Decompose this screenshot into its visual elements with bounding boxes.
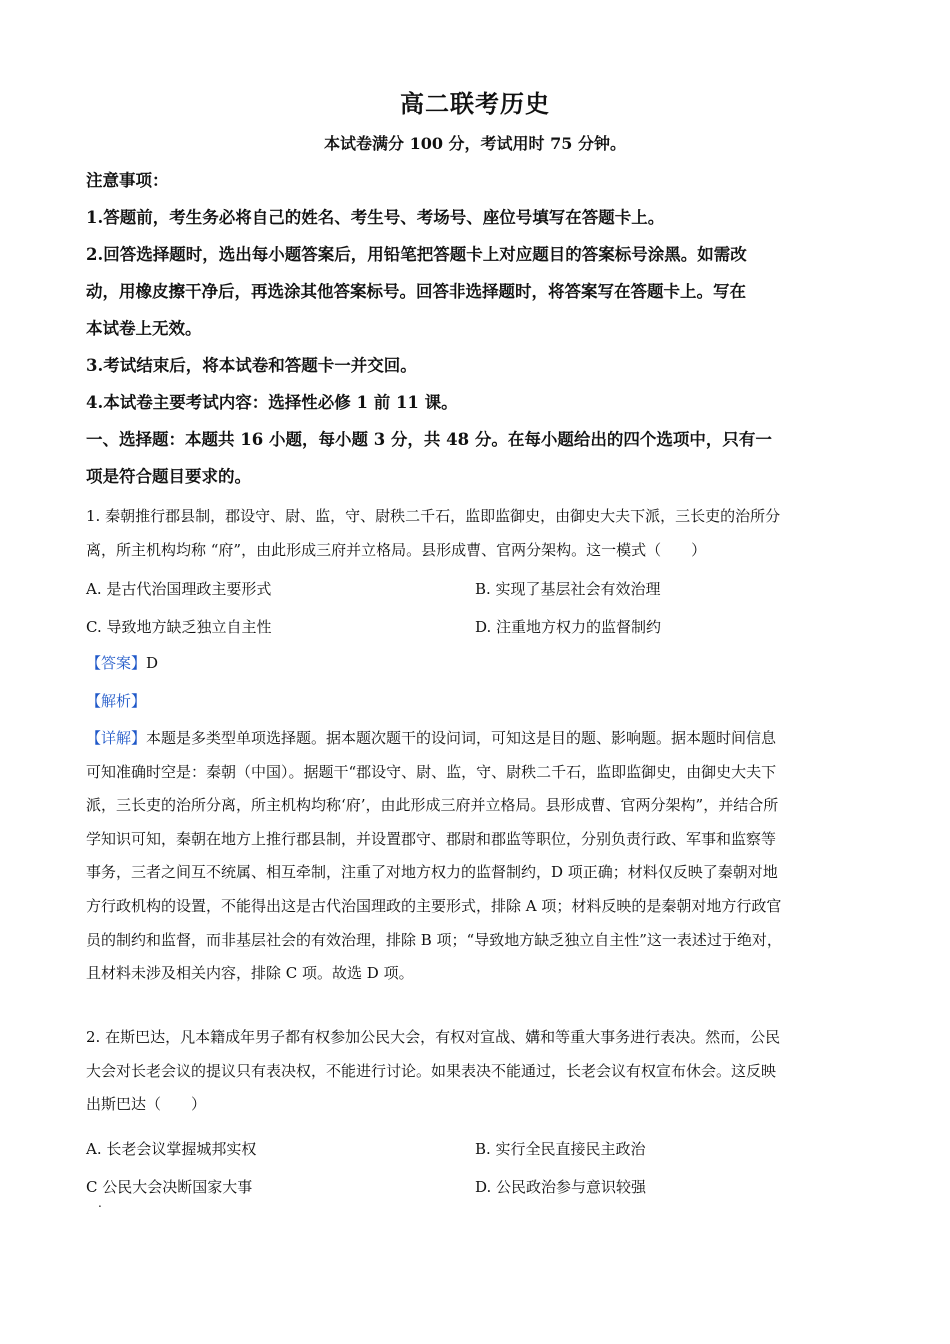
- detail-line-7: 员的制约和监督，而非基层社会的有效治理，排除 B 项；“导致地方缺乏独立自主性”这一表述过于绝对，: [86, 930, 782, 949]
- detail-line-5: 事务，三者之间互不统属、相互牵制，注重了对地方权力的监督制约，D 项正确；材料仅反映了秦朝对地: [86, 863, 778, 882]
- question-2-options-row-1: [86, 1138, 866, 1162]
- section-1-heading-line-1: 一、选择题：本题共 16 小题，每小题 3 分，共 48 分。在每小题给出的四个选项中，只有一: [86, 430, 772, 449]
- question-1-option-d: D. 注重地方权力的监督制约: [475, 618, 662, 636]
- notice-item-3: 3.考试结束后，将本试卷和答题卡一并交回。: [86, 356, 417, 375]
- question-2-line-1: 2. 在斯巴达，凡本籍成年男子都有权参加公民大会，有权对宣战、媾和等重大事务进行表决。然而，公民: [86, 1028, 781, 1046]
- detail-line-8: 且材料未涉及相关内容，排除 C 项。故选 D 项。: [86, 964, 414, 983]
- question-1-option-b: B. 实现了基层社会有效治理: [475, 580, 661, 598]
- page-subtitle: 本试卷满分 100 分，考试用时 75 分钟。: [324, 134, 626, 153]
- notice-item-2-line-1: 2.回答选择题时，选出每小题答案后，用铅笔把答题卡上对应题目的答案标号涂黑。如需改: [86, 245, 747, 264]
- answer-tag: 【答案】: [86, 654, 147, 672]
- question-2-line-3: 出斯巴达（ ）: [86, 1095, 207, 1114]
- question-1-stem: [86, 500, 864, 567]
- notice-item-2-line-3: 本试卷上无效。: [86, 319, 202, 338]
- notice-block: [86, 162, 866, 495]
- question-1-detail: [86, 722, 864, 991]
- notice-item-2-line-2: 动，用橡皮擦干净后，再选涂其他答案标号。回答非选择题时，将答案写在答题卡上。写在: [86, 282, 746, 301]
- question-2-stem: [86, 1021, 864, 1122]
- detail-line-1: 【详解】本题是多类型单项选择题。据本题次题干的设问词，可知这是目的题、影响题。据本题时间信息: [86, 729, 777, 747]
- question-1-option-a: A. 是古代治国理政主要形式: [86, 580, 272, 598]
- question-2-option-c: C 公民大会决断国家大事: [86, 1178, 253, 1196]
- question-1-line-1: 1. 秦朝推行郡县制，郡设守、尉、监，守、尉秩二千石，监即监御史，由御史大夫下派，三长吏的治所分: [86, 507, 781, 525]
- notice-heading: 注意事项：: [86, 171, 169, 190]
- question-1-analysis-heading: [86, 690, 866, 714]
- question-1-options-row-1: [86, 578, 866, 602]
- detail-line-2: 可知准确时空是：秦朝（中国）。据题干“郡设守、尉、监，守、尉秩二千石，监即监御史，由御史大夫下: [86, 762, 777, 781]
- analysis-tag: 【解析】: [86, 692, 147, 710]
- section-1-heading-line-2: 项是符合题目要求的。: [86, 467, 251, 486]
- question-1-options-row-2: [86, 616, 866, 640]
- page-title: 高二联考历史: [400, 89, 550, 118]
- question-1-line-2: 离，所主机构均称 “府”，由此形成三府并立格局。县形成曹、官两分架构。这一模式（ ）: [86, 540, 707, 559]
- notice-item-4: 4.本试卷主要考试内容：选择性必修 1 前 11 课。: [86, 393, 458, 412]
- question-2-option-b: B. 实行全民直接民主政治: [475, 1140, 646, 1158]
- detail-line-6: 方行政机构的设置，不能得出这是古代治国理政的主要形式，排除 A 项；材料反映的是秦朝对地方行政官: [86, 896, 782, 915]
- answer-value: D: [146, 654, 159, 672]
- detail-tag: 【详解】: [86, 729, 147, 747]
- question-2-option-d: D. 公民政治参与意识较强: [475, 1178, 647, 1196]
- notice-item-1: 1.答题前，考生务必将自己的姓名、考生号、考场号、座位号填写在答题卡上。: [86, 208, 665, 227]
- detail-line-4: 学知识可知，秦朝在地方上推行郡县制，并设置郡守、郡尉和郡监等职位，分别负责行政、军事和监察等: [86, 829, 777, 848]
- question-2-line-2: 大会对长老会议的提议只有表决权，不能进行讨论。如果表决不能通过，长老会议有权宣布休会。这反映: [86, 1061, 777, 1080]
- question-2-option-a: A. 长老会议掌握城邦实权: [86, 1140, 257, 1158]
- stray-mark: .: [98, 1196, 102, 1210]
- question-2-options-row-2: [86, 1176, 866, 1200]
- question-1-answer: [86, 652, 866, 676]
- detail-line-3: 派，三长吏的治所分离，所主机构均称‘府’，由此形成三府并立格局。县形成曹、官两分架构”，并结合所: [86, 796, 779, 815]
- question-1-option-c: C. 导致地方缺乏独立自主性: [86, 618, 272, 636]
